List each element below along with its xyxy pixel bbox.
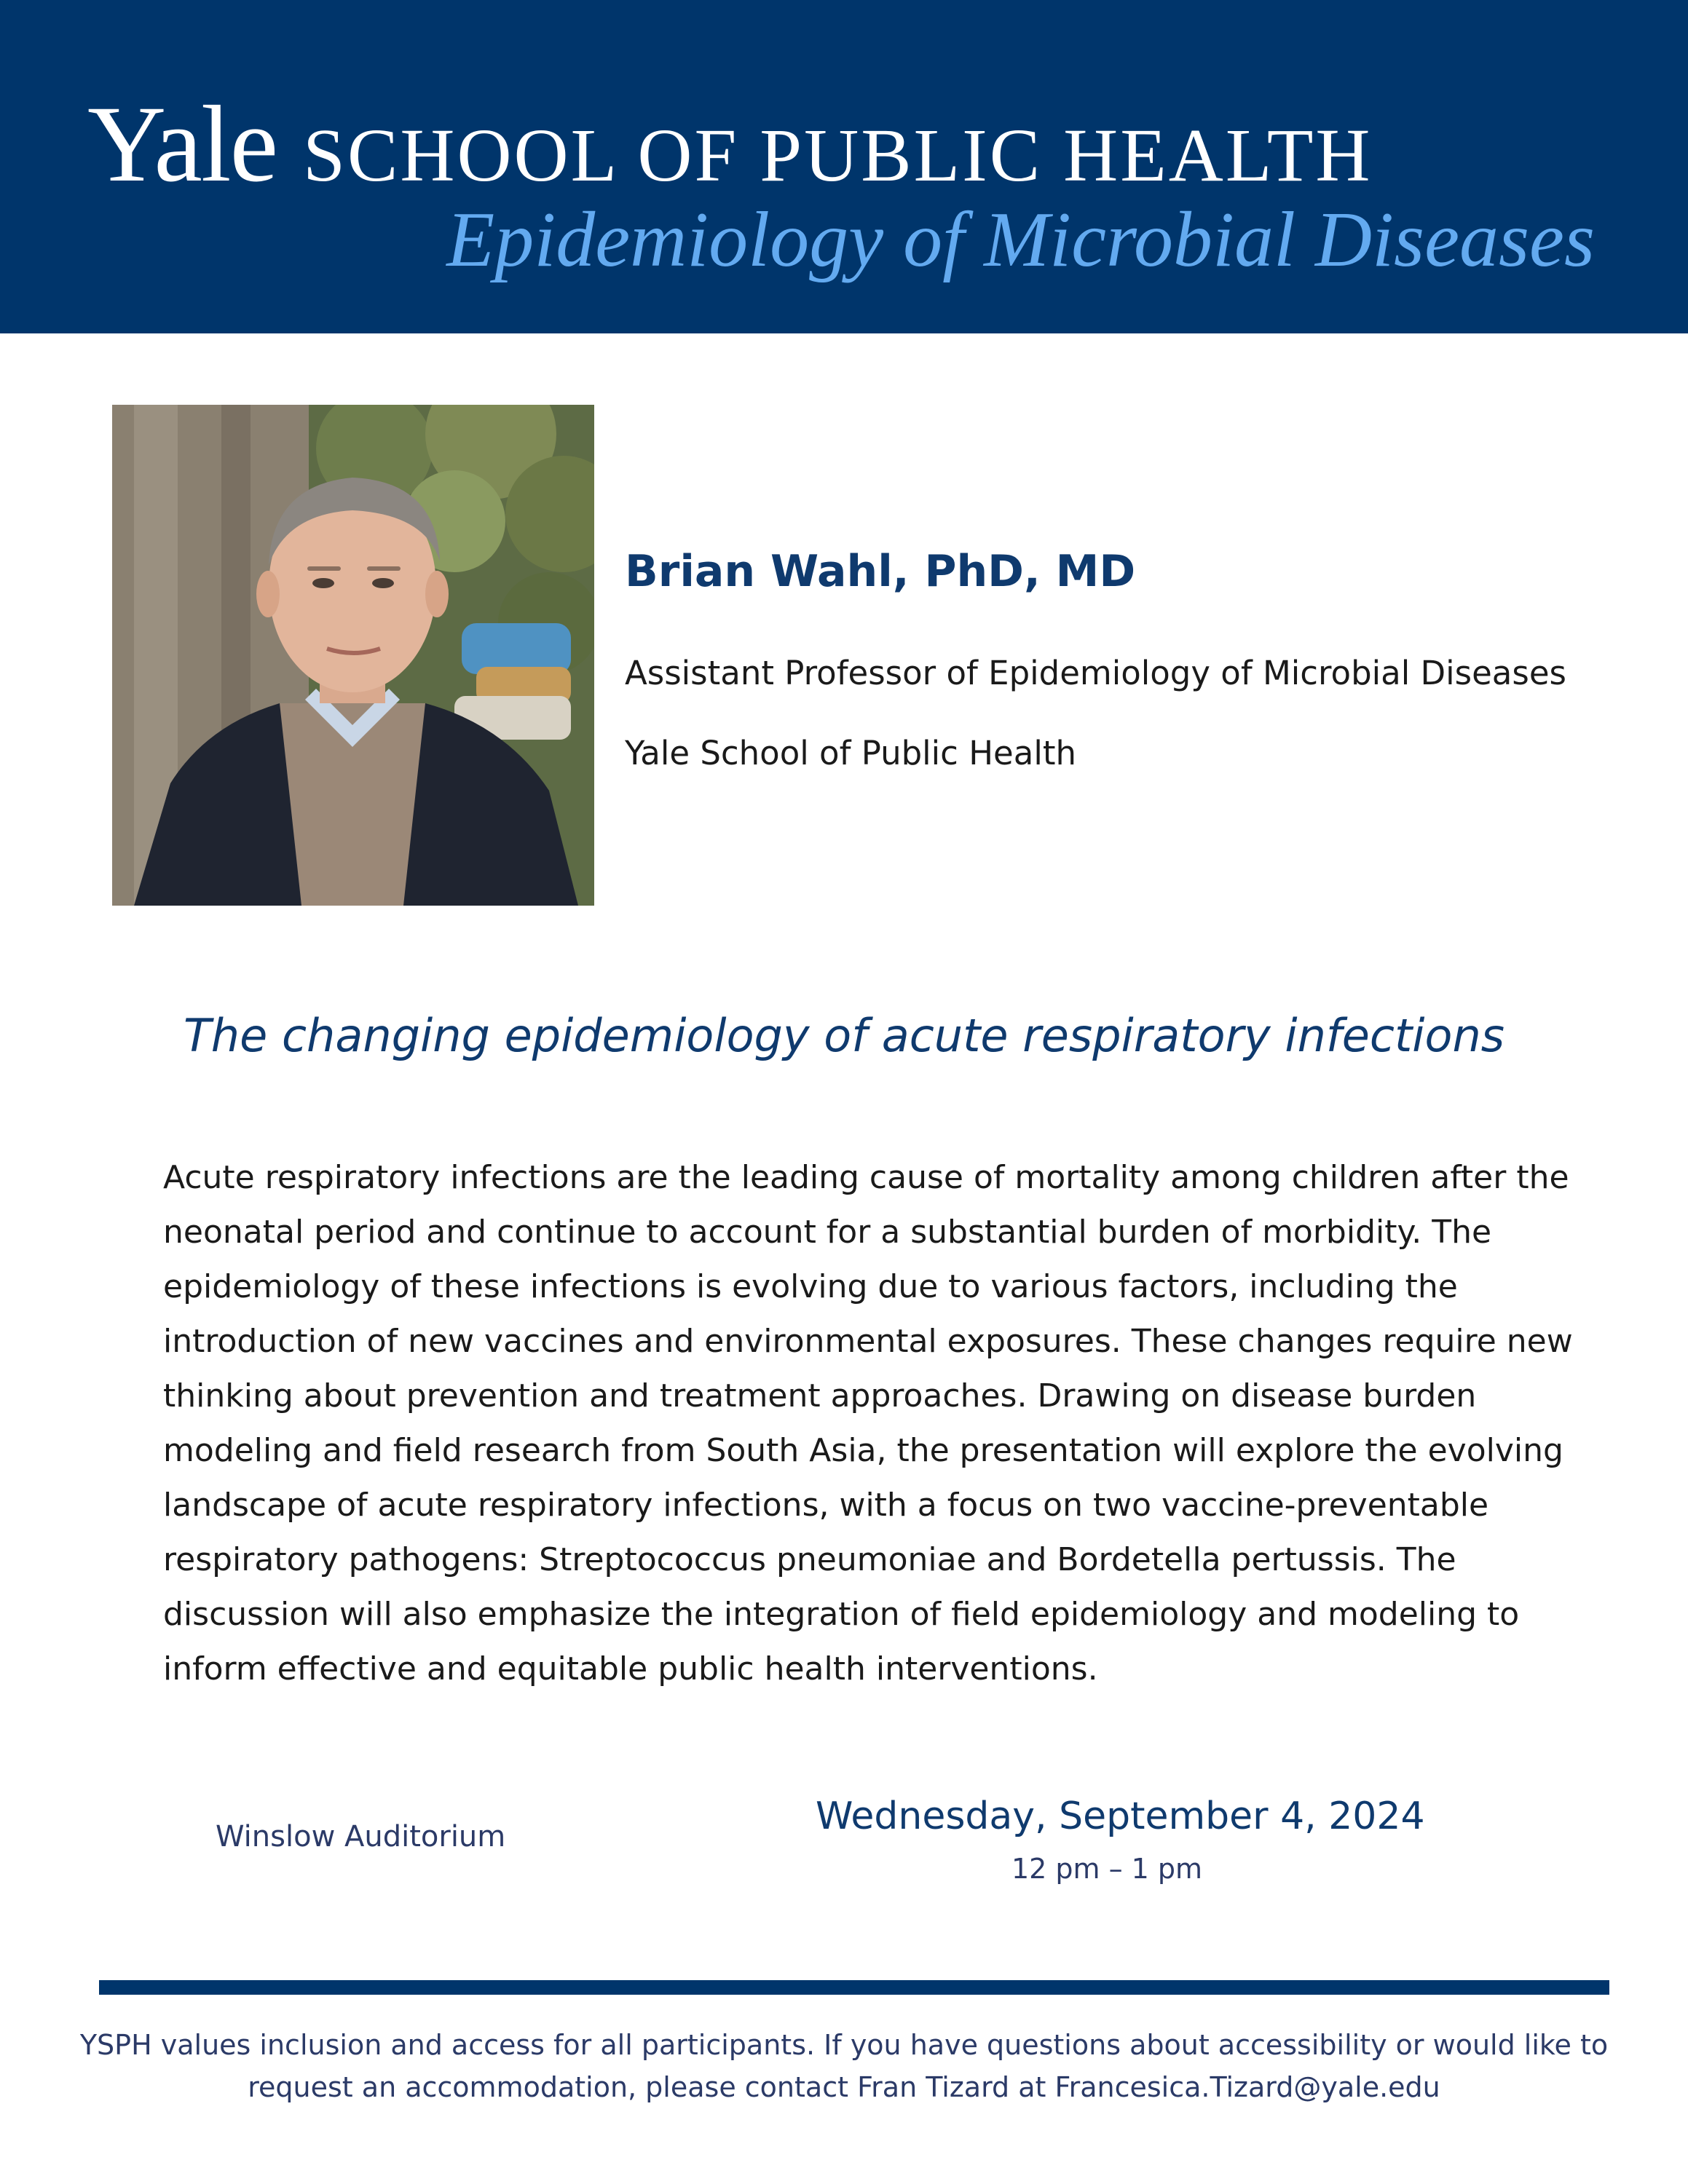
event-venue: Winslow Auditorium [216, 1820, 506, 1853]
event-time: 12 pm – 1 pm [1011, 1853, 1203, 1885]
header-banner [0, 0, 1688, 333]
talk-title: The changing epidemiology of acute respiratory infections [183, 1009, 1505, 1062]
talk-abstract: Acute respiratory infections are the leading cause of mortality among children after the neonatal period and continue to account for a substantial burden of morbidity. The epidemiology of these infections is evolving due to various factors, including the introduction of new vaccines and environmental exposures. These changes require new thinking about prevention and treatment approaches. Drawing on disease burden modeling and field research from South Asia, the presentation will explore the evolving landscape of acute respiratory infections, with a focus on two vaccine-preventable respiratory pathogens: Streptococcus pneumoniae and Bordetella pertussis. The discussion will also emphasize the integration of field epidemiology and modeling to inform effective and equitable public health interventions. [163, 1159, 1573, 1688]
school-name: SCHOOL OF PUBLIC HEALTH [303, 114, 1373, 197]
yale-wordmark: Yale [87, 84, 277, 205]
event-date: Wednesday, September 4, 2024 [816, 1795, 1425, 1838]
school-logo [87, 82, 1617, 207]
footer-divider [99, 1980, 1609, 1995]
speaker-title: Assistant Professor of Epidemiology of Microbial Diseases [625, 654, 1566, 692]
department-name: Epidemiology of Microbial Diseases [446, 197, 1595, 283]
speaker-photo [112, 405, 594, 906]
accessibility-statement: YSPH values inclusion and access for all participants. If you have questions about accessibility or would like to request an accommodation, please contact Fran Tizard at Francesica.Tizard@yale.edu [79, 2029, 1609, 2103]
speaker-name: Brian Wahl, PhD, MD [625, 546, 1136, 597]
speaker-affiliation: Yale School of Public Health [625, 734, 1076, 772]
